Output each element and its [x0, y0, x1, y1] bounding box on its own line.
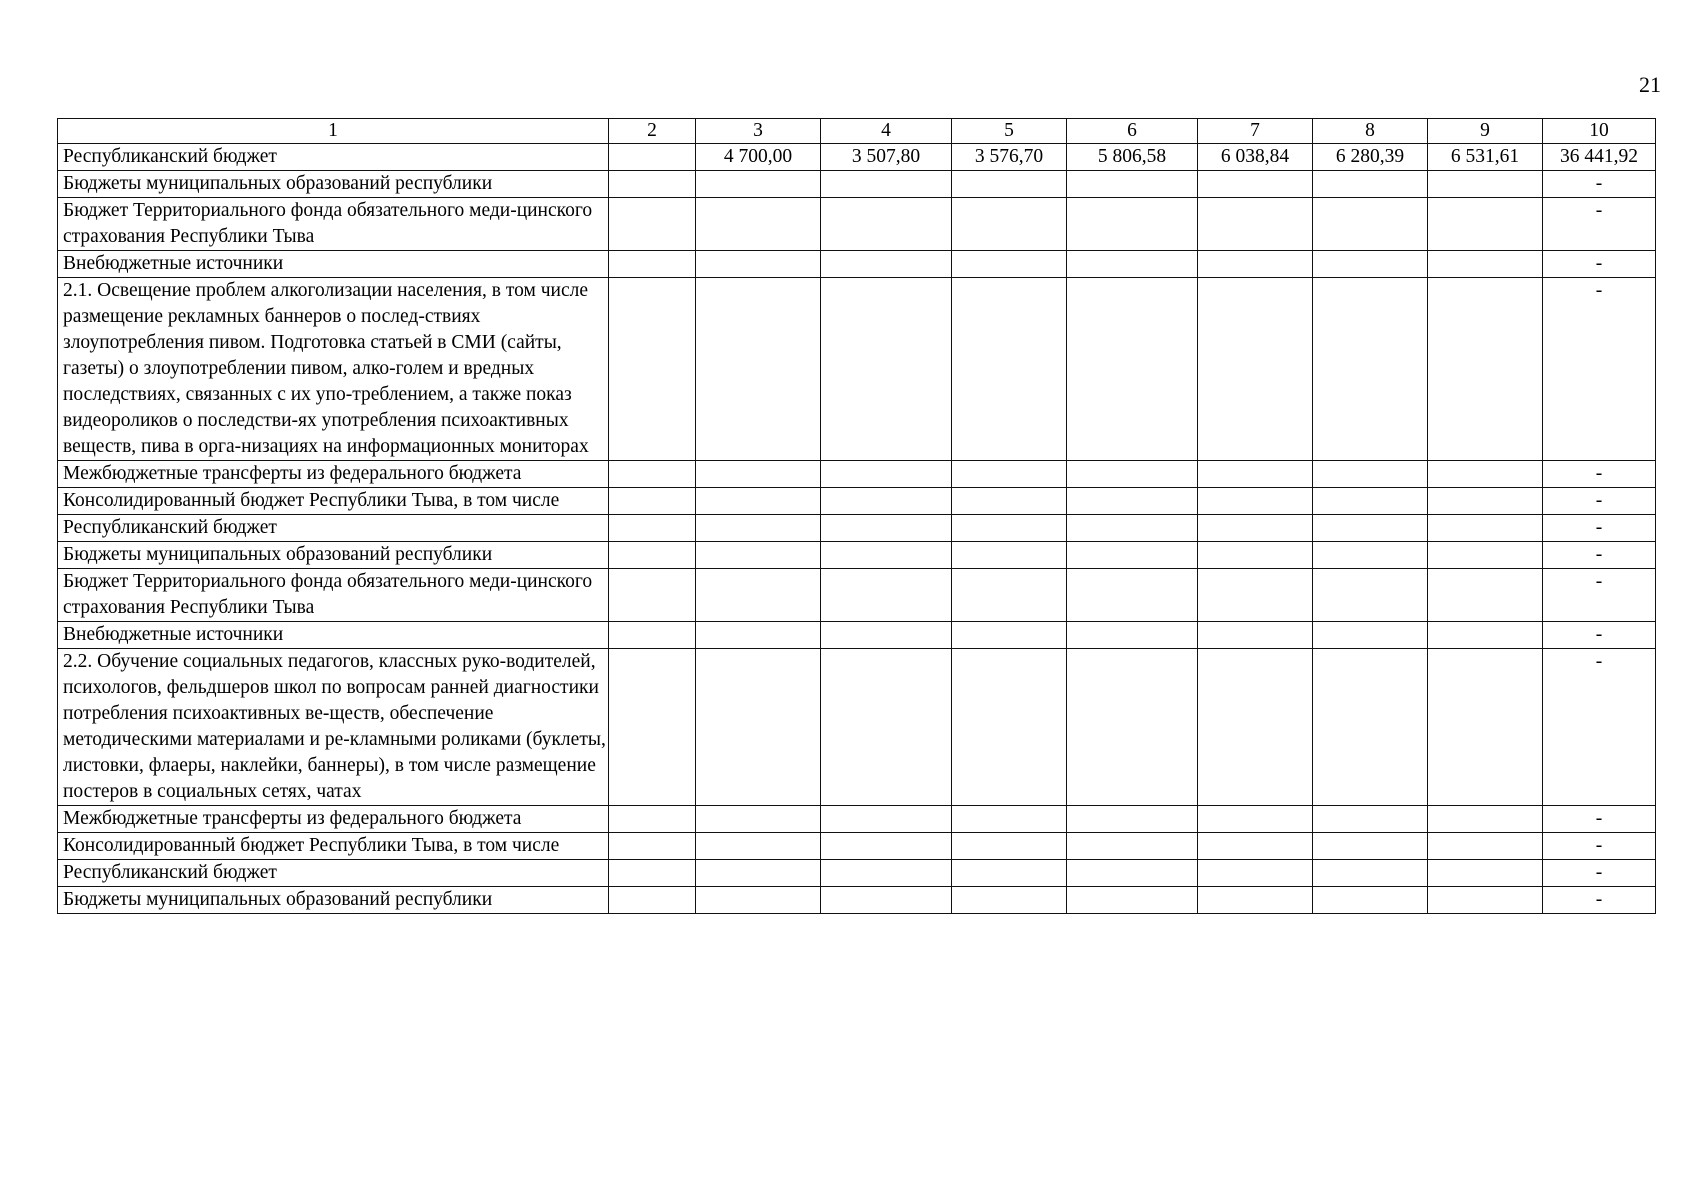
value-cell [1198, 649, 1313, 806]
value-cell [952, 806, 1067, 833]
table-row [58, 144, 1656, 171]
value-cell [1198, 833, 1313, 860]
table-row [58, 251, 1656, 278]
column-header: 6 [1067, 119, 1198, 144]
value-cell [1067, 569, 1198, 622]
value-cell [1428, 198, 1543, 251]
table-row [58, 515, 1656, 542]
total-cell: - [1543, 649, 1656, 806]
value-cell [609, 833, 696, 860]
value-cell [821, 515, 952, 542]
table-body [58, 144, 1656, 914]
value-cell [1428, 515, 1543, 542]
value-cell [952, 833, 1067, 860]
value-cell [696, 833, 821, 860]
value-cell [1067, 649, 1198, 806]
column-header: 10 [1543, 119, 1656, 144]
value-cell [1428, 251, 1543, 278]
value-cell [821, 833, 952, 860]
row-label: Межбюджетные трансферты из федерального бюджета [58, 806, 609, 833]
value-cell [1198, 198, 1313, 251]
value-cell [952, 461, 1067, 488]
column-header: 9 [1428, 119, 1543, 144]
column-header: 2 [609, 119, 696, 144]
table-row [58, 806, 1656, 833]
value-cell [696, 278, 821, 461]
value-cell: 5 806,58 [1067, 144, 1198, 171]
total-cell: - [1543, 569, 1656, 622]
value-cell: 6 280,39 [1313, 144, 1428, 171]
column-header: 1 [58, 119, 609, 144]
value-cell [1313, 515, 1428, 542]
row-label: Бюджеты муниципальных образований республики [58, 887, 609, 914]
value-cell [609, 278, 696, 461]
value-cell [1198, 569, 1313, 622]
value-cell [1198, 488, 1313, 515]
value-cell [696, 515, 821, 542]
value-cell: 3 576,70 [952, 144, 1067, 171]
value-cell [1428, 622, 1543, 649]
table-row [58, 649, 1656, 806]
page-number: 21 [1639, 72, 1661, 97]
value-cell [609, 569, 696, 622]
value-cell [821, 278, 952, 461]
value-cell [1313, 860, 1428, 887]
value-cell [609, 649, 696, 806]
value-cell [821, 198, 952, 251]
value-cell [1067, 860, 1198, 887]
value-cell [1198, 622, 1313, 649]
value-cell [1198, 515, 1313, 542]
value-cell [696, 488, 821, 515]
value-cell [609, 198, 696, 251]
value-cell [1198, 887, 1313, 914]
total-cell: - [1543, 833, 1656, 860]
table-row [58, 569, 1656, 622]
value-cell [821, 887, 952, 914]
value-cell [1428, 278, 1543, 461]
value-cell [1313, 171, 1428, 198]
value-cell [696, 649, 821, 806]
value-cell [696, 542, 821, 569]
value-cell [1428, 860, 1543, 887]
value-cell [952, 278, 1067, 461]
value-cell [1198, 251, 1313, 278]
value-cell [1428, 461, 1543, 488]
value-cell [696, 171, 821, 198]
value-cell [1428, 488, 1543, 515]
value-cell [821, 860, 952, 887]
total-cell: - [1543, 860, 1656, 887]
value-cell [609, 144, 696, 171]
value-cell [609, 171, 696, 198]
value-cell [1067, 171, 1198, 198]
value-cell [1313, 806, 1428, 833]
value-cell [821, 488, 952, 515]
value-cell [1428, 542, 1543, 569]
row-label: Бюджеты муниципальных образований республики [58, 171, 609, 198]
total-cell: - [1543, 251, 1656, 278]
row-label: Внебюджетные источники [58, 251, 609, 278]
value-cell [696, 461, 821, 488]
value-cell [821, 622, 952, 649]
value-cell [1428, 569, 1543, 622]
value-cell [1198, 461, 1313, 488]
column-header: 8 [1313, 119, 1428, 144]
value-cell [1428, 171, 1543, 198]
table-row [58, 860, 1656, 887]
value-cell [1067, 461, 1198, 488]
value-cell [609, 251, 696, 278]
value-cell [952, 569, 1067, 622]
total-cell: - [1543, 887, 1656, 914]
table-row [58, 622, 1656, 649]
header-row [58, 119, 1656, 144]
row-label: 2.2. Обучение социальных педагогов, классных руко-водителей, психологов, фельдшеров школ по вопросам ранней диагностики потребления психоактивных ве-ществ, обеспечение методическими материалами и ре-кламными роликами (буклеты, листовки, флаеры, наклейки, баннеры), в том числе размещение постеров в социальных сетях, чатах [58, 649, 609, 806]
value-cell [1428, 887, 1543, 914]
value-cell [1067, 542, 1198, 569]
value-cell [1313, 488, 1428, 515]
table-row [58, 542, 1656, 569]
value-cell [1313, 461, 1428, 488]
value-cell [1313, 278, 1428, 461]
row-label: Консолидированный бюджет Республики Тыва, в том числе [58, 833, 609, 860]
total-cell: - [1543, 278, 1656, 461]
value-cell [821, 171, 952, 198]
value-cell [1313, 542, 1428, 569]
table-row [58, 488, 1656, 515]
value-cell [1067, 833, 1198, 860]
total-cell: - [1543, 198, 1656, 251]
total-cell: - [1543, 542, 1656, 569]
value-cell [952, 198, 1067, 251]
total-cell: - [1543, 515, 1656, 542]
budget-table [57, 118, 1656, 914]
total-cell: - [1543, 488, 1656, 515]
value-cell [696, 569, 821, 622]
value-cell [821, 542, 952, 569]
column-header: 5 [952, 119, 1067, 144]
total-cell: - [1543, 806, 1656, 833]
table-row [58, 198, 1656, 251]
column-header: 4 [821, 119, 952, 144]
value-cell [696, 860, 821, 887]
value-cell [696, 622, 821, 649]
value-cell [696, 251, 821, 278]
value-cell: 6 038,84 [1198, 144, 1313, 171]
value-cell: 3 507,80 [821, 144, 952, 171]
table-row [58, 171, 1656, 198]
value-cell [821, 649, 952, 806]
value-cell [696, 806, 821, 833]
value-cell [1428, 833, 1543, 860]
value-cell [821, 251, 952, 278]
value-cell [609, 622, 696, 649]
row-label: Бюджет Территориального фонда обязательного меди-цинского страхования Республики Тыва [58, 569, 609, 622]
value-cell [1198, 542, 1313, 569]
total-cell: - [1543, 461, 1656, 488]
row-label: Внебюджетные источники [58, 622, 609, 649]
row-label: Республиканский бюджет [58, 860, 609, 887]
value-cell [1067, 515, 1198, 542]
row-label: Республиканский бюджет [58, 144, 609, 171]
value-cell [696, 198, 821, 251]
total-cell: - [1543, 622, 1656, 649]
row-label: 2.1. Освещение проблем алкоголизации населения, в том числе размещение рекламных баннеров о послед-ствиях злоупотребления пивом. Подготовка статьей в СМИ (сайты, газеты) о злоупотреблении пивом, алко-голем и вредных последствиях, связанных с их упо-треблением, а также показ видеороликов о последстви-ях употребления психоактивных веществ, пива в орга-низациях на информационных мониторах [58, 278, 609, 461]
value-cell [609, 488, 696, 515]
value-cell [952, 542, 1067, 569]
column-header: 7 [1198, 119, 1313, 144]
value-cell [609, 860, 696, 887]
value-cell: 6 531,61 [1428, 144, 1543, 171]
column-header: 3 [696, 119, 821, 144]
value-cell [1067, 198, 1198, 251]
value-cell [821, 569, 952, 622]
value-cell [952, 171, 1067, 198]
value-cell [609, 887, 696, 914]
value-cell [1067, 278, 1198, 461]
table-row [58, 833, 1656, 860]
value-cell [952, 649, 1067, 806]
value-cell [1313, 649, 1428, 806]
value-cell [1313, 251, 1428, 278]
value-cell [952, 860, 1067, 887]
value-cell [1067, 488, 1198, 515]
value-cell [1198, 171, 1313, 198]
row-label: Консолидированный бюджет Республики Тыва, в том числе [58, 488, 609, 515]
value-cell [1067, 622, 1198, 649]
value-cell [609, 542, 696, 569]
value-cell [952, 488, 1067, 515]
value-cell [952, 887, 1067, 914]
value-cell [1313, 569, 1428, 622]
value-cell [1067, 887, 1198, 914]
value-cell [1067, 806, 1198, 833]
value-cell [1313, 622, 1428, 649]
value-cell [1313, 887, 1428, 914]
table-row [58, 887, 1656, 914]
value-cell [1198, 806, 1313, 833]
value-cell [952, 251, 1067, 278]
value-cell [1198, 278, 1313, 461]
row-label: Бюджеты муниципальных образований республики [58, 542, 609, 569]
value-cell [696, 887, 821, 914]
value-cell [952, 515, 1067, 542]
table-row [58, 278, 1656, 461]
row-label: Республиканский бюджет [58, 515, 609, 542]
value-cell [1313, 198, 1428, 251]
value-cell [1067, 251, 1198, 278]
value-cell [609, 461, 696, 488]
value-cell [1198, 860, 1313, 887]
value-cell [821, 806, 952, 833]
value-cell [821, 461, 952, 488]
table-row [58, 461, 1656, 488]
value-cell [609, 806, 696, 833]
value-cell [1428, 649, 1543, 806]
total-cell: - [1543, 171, 1656, 198]
value-cell [609, 515, 696, 542]
row-label: Межбюджетные трансферты из федерального бюджета [58, 461, 609, 488]
value-cell: 4 700,00 [696, 144, 821, 171]
row-label: Бюджет Территориального фонда обязательного меди-цинского страхования Республики Тыва [58, 198, 609, 251]
value-cell [952, 622, 1067, 649]
total-cell: 36 441,92 [1543, 144, 1656, 171]
value-cell [1313, 833, 1428, 860]
value-cell [1428, 806, 1543, 833]
